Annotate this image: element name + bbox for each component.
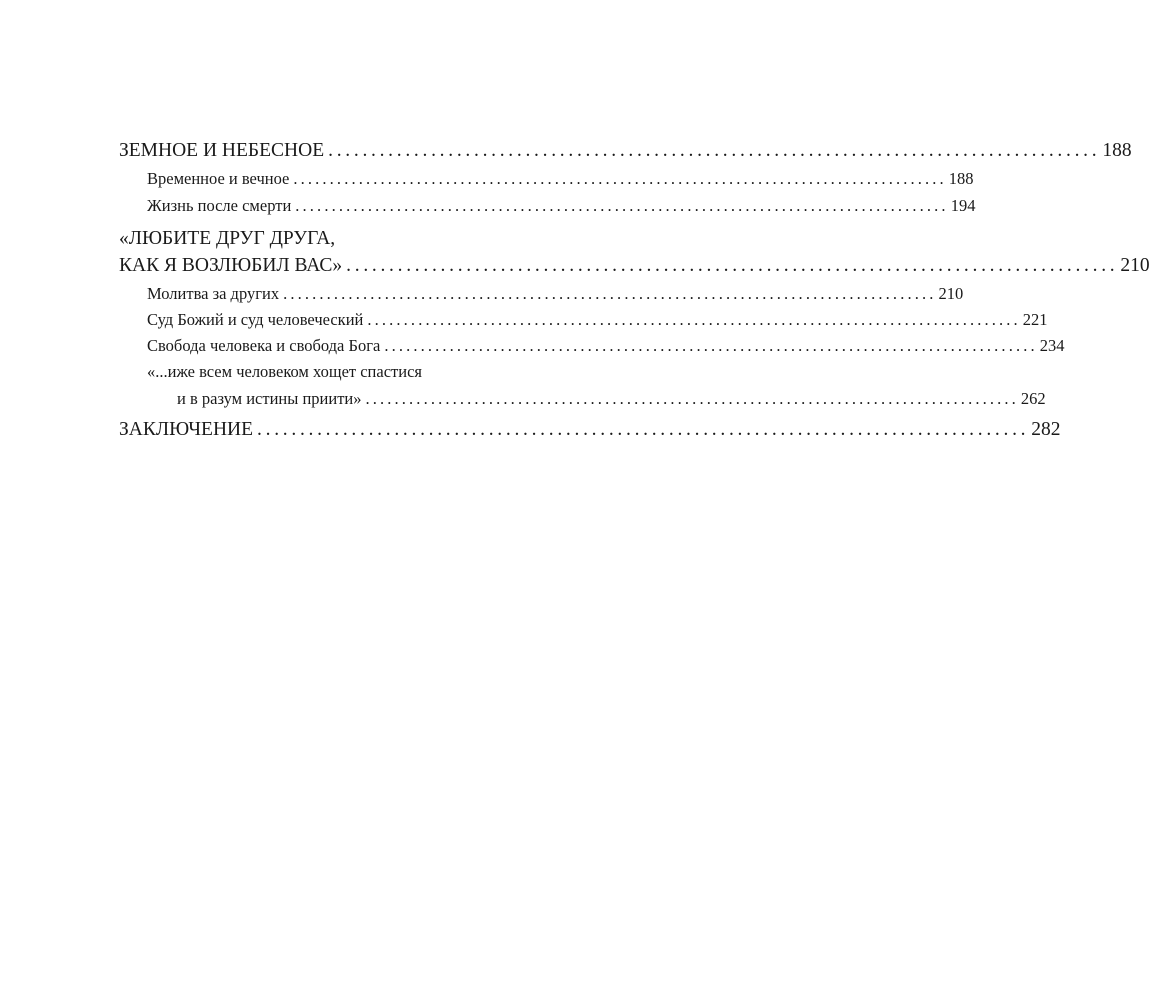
dot-leader: ..........................................................................................: [346, 255, 1119, 276]
toc-entry-page: 210: [938, 284, 964, 303]
toc-entry-page: 262: [1020, 389, 1046, 408]
toc-entry-page: 221: [1022, 310, 1048, 329]
toc-entry-molitva: [147, 284, 964, 304]
dot-leader: ..........................................................................................: [365, 389, 1019, 408]
toc-entry-vremennoe: [147, 169, 974, 189]
toc-entry-izhe: [177, 389, 1046, 409]
toc-entry-sud: [147, 310, 1048, 330]
toc-entry-title: и в разум истины приити»: [177, 389, 362, 408]
toc-entry-page: 188: [948, 169, 974, 188]
toc-entry-zaklyuchenie: [119, 419, 1061, 441]
toc-entry-zemnoe: [119, 140, 1132, 162]
dot-leader: ..........................................................................................: [328, 140, 1101, 161]
toc-entry-title: Суд Божий и суд человеческий: [147, 310, 364, 329]
toc-entry-page: 234: [1039, 336, 1065, 355]
dot-leader: ..........................................................................................: [295, 196, 949, 215]
toc-entry-title: Молитва за других: [147, 284, 280, 303]
toc-entry-title: ЗЕМНОЕ И НЕБЕСНОЕ: [119, 140, 325, 161]
toc-entry-page: 188: [1102, 140, 1132, 161]
toc-entry-lyubite: [119, 255, 1150, 277]
toc-entry-izhe-line1: «...иже всем человеком хощет спастися: [147, 362, 422, 381]
toc-entry-title: Жизнь после смерти: [147, 196, 292, 215]
dot-leader: ..........................................................................................: [283, 284, 937, 303]
toc-entry-title: Свобода человека и свобода Бога: [147, 336, 381, 355]
dot-leader: ..........................................................................................: [293, 169, 947, 188]
toc-entry-title: КАК Я ВОЗЛЮБИЛ ВАС»: [119, 255, 343, 276]
toc-entry-page: 210: [1120, 255, 1150, 276]
dot-leader: ..........................................................................................: [384, 336, 1038, 355]
toc-entry-zhizn: [147, 196, 976, 216]
toc-entry-title: ЗАКЛЮЧЕНИЕ: [119, 419, 254, 440]
dot-leader: ..........................................................................................: [367, 310, 1021, 329]
toc-entry-title: Временное и вечное: [147, 169, 290, 188]
toc-entry-lyubite-line1: «ЛЮБИТЕ ДРУГ ДРУГА,: [119, 228, 336, 249]
dot-leader: ..........................................................................................: [257, 419, 1030, 440]
toc-entry-page: 282: [1031, 419, 1061, 440]
toc-entry-svoboda: [147, 336, 1065, 356]
toc-entry-page: 194: [950, 196, 976, 215]
